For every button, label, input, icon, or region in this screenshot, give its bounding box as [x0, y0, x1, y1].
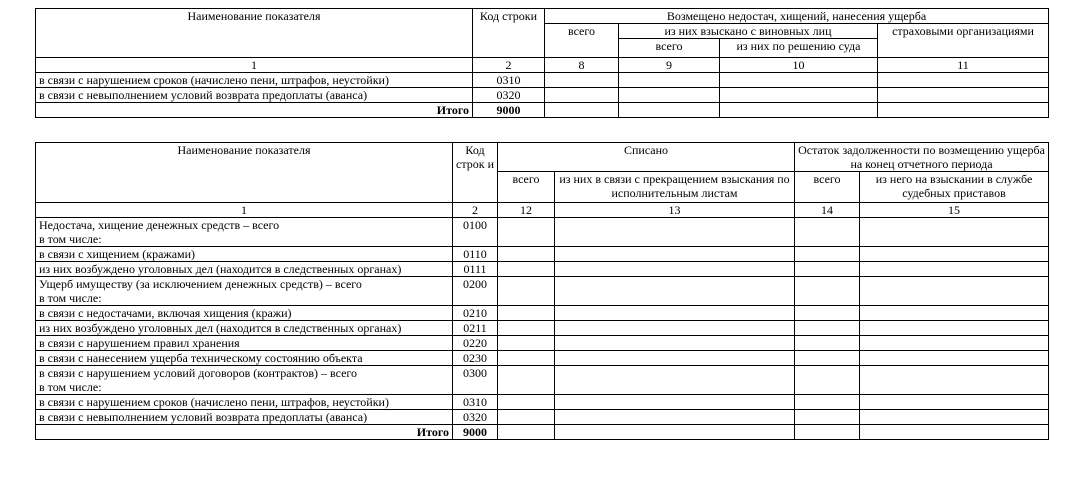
- data-cell[interactable]: [498, 395, 555, 410]
- header-wo-total: всего: [498, 172, 555, 203]
- header-balance: Остаток задолженности по возмещению ущерба на конец отчетного периода: [795, 143, 1049, 172]
- data-cell[interactable]: [498, 351, 555, 366]
- table-row: [36, 218, 1049, 247]
- data-cell[interactable]: [860, 410, 1049, 425]
- table-written-off: [35, 142, 1049, 440]
- data-cell[interactable]: [860, 425, 1049, 440]
- row-label: в связи с нарушением правил хранения: [36, 336, 453, 351]
- row-code: 0320: [473, 88, 545, 103]
- row-label: в связи с нарушением сроков (начислено пени, штрафов, неустойки): [36, 73, 473, 88]
- col-number: 9: [619, 58, 720, 73]
- row-label: [36, 366, 453, 395]
- data-cell[interactable]: [860, 336, 1049, 351]
- data-cell[interactable]: [860, 218, 1049, 247]
- data-cell[interactable]: [555, 425, 795, 440]
- total-row: [36, 103, 1049, 118]
- data-cell[interactable]: [720, 88, 878, 103]
- total-code: 9000: [453, 425, 498, 440]
- table-row: [36, 366, 1049, 395]
- row-label: в связи с хищением (кражами): [36, 247, 453, 262]
- data-cell[interactable]: [860, 351, 1049, 366]
- data-cell[interactable]: [795, 351, 860, 366]
- data-cell[interactable]: [795, 336, 860, 351]
- total-label: Итого: [36, 103, 473, 118]
- table-row: [36, 336, 1049, 351]
- col-number: 12: [498, 203, 555, 218]
- col-number: 15: [860, 203, 1049, 218]
- table-row: [36, 351, 1049, 366]
- col-number: 1: [36, 203, 453, 218]
- data-cell[interactable]: [795, 277, 860, 306]
- header-code: Код строки: [473, 9, 545, 58]
- table-row: [36, 306, 1049, 321]
- data-cell[interactable]: [860, 247, 1049, 262]
- data-cell[interactable]: [619, 103, 720, 118]
- col-number: 13: [555, 203, 795, 218]
- data-cell[interactable]: [878, 88, 1049, 103]
- data-cell[interactable]: [878, 103, 1049, 118]
- row-code: 0220: [453, 336, 498, 351]
- header-written-off: Списано: [498, 143, 795, 172]
- row-label: [36, 277, 453, 306]
- data-cell[interactable]: [860, 366, 1049, 395]
- row-sub-text: в том числе:: [39, 232, 102, 246]
- header-bal-total: всего: [795, 172, 860, 203]
- data-cell[interactable]: [860, 277, 1049, 306]
- data-cell[interactable]: [720, 103, 878, 118]
- data-cell[interactable]: [545, 103, 619, 118]
- col-number: 1: [36, 58, 473, 73]
- row-code: 0111: [453, 262, 498, 277]
- header-insurance: страховыми организациями: [878, 24, 1049, 58]
- row-label: в связи с невыполнением условий возврата предоплаты (аванса): [36, 410, 453, 425]
- data-cell[interactable]: [860, 262, 1049, 277]
- data-cell[interactable]: [545, 73, 619, 88]
- col-number: 14: [795, 203, 860, 218]
- row-code: 0320: [453, 410, 498, 425]
- row-label: в связи с невыполнением условий возврата предоплаты (аванса): [36, 88, 473, 103]
- col-number: 8: [545, 58, 619, 73]
- row-label: из них возбуждено уголовных дел (находится в следственных органах): [36, 262, 453, 277]
- data-cell[interactable]: [795, 321, 860, 336]
- data-cell[interactable]: [878, 73, 1049, 88]
- data-cell[interactable]: [498, 425, 555, 440]
- data-cell[interactable]: [795, 306, 860, 321]
- header-name: Наименование показателя: [36, 9, 473, 58]
- row-label: в связи с нарушением сроков (начислено пени, штрафов, неустойки): [36, 395, 453, 410]
- row-code: 0310: [473, 73, 545, 88]
- table-row: [36, 277, 1049, 306]
- header-wo-stopped: из них в связи с прекращением взыскания по исполнительным листам: [555, 172, 795, 203]
- total-label: Итого: [36, 425, 453, 440]
- data-cell[interactable]: [795, 262, 860, 277]
- col-number: 2: [473, 58, 545, 73]
- row-label-text: Недостача, хищение денежных средств – всего: [39, 218, 280, 232]
- header-total: всего: [545, 24, 619, 58]
- row-sub-text: в том числе:: [39, 380, 102, 394]
- col-number: 11: [878, 58, 1049, 73]
- table-row: [36, 395, 1049, 410]
- data-cell[interactable]: [860, 321, 1049, 336]
- data-cell[interactable]: [498, 277, 555, 306]
- col-number: 2: [453, 203, 498, 218]
- header-from-guilty-total: всего: [619, 39, 720, 58]
- data-cell[interactable]: [720, 73, 878, 88]
- data-cell[interactable]: [498, 321, 555, 336]
- row-label: из них возбуждено уголовных дел (находится в следственных органах): [36, 321, 453, 336]
- data-cell[interactable]: [619, 88, 720, 103]
- data-cell[interactable]: [555, 395, 795, 410]
- data-cell[interactable]: [860, 306, 1049, 321]
- header-name: Наименование показателя: [36, 143, 453, 203]
- header-court: из них по решению суда: [720, 39, 878, 58]
- table-row: [36, 410, 1049, 425]
- table-row: [36, 73, 1049, 88]
- data-cell[interactable]: [555, 306, 795, 321]
- row-label: в связи с нанесением ущерба техническому состоянию объекта: [36, 351, 453, 366]
- data-cell[interactable]: [498, 410, 555, 425]
- row-code: 0200: [453, 277, 498, 306]
- data-cell[interactable]: [555, 277, 795, 306]
- row-label: [36, 218, 453, 247]
- row-code: 0100: [453, 218, 498, 247]
- data-cell[interactable]: [555, 366, 795, 395]
- data-cell[interactable]: [555, 321, 795, 336]
- data-cell[interactable]: [555, 218, 795, 247]
- data-cell[interactable]: [795, 395, 860, 410]
- table-reimbursed: [35, 8, 1049, 118]
- table-row: [36, 88, 1049, 103]
- row-code: 0210: [453, 306, 498, 321]
- total-code: 9000: [473, 103, 545, 118]
- data-cell[interactable]: [555, 351, 795, 366]
- header-bal-bailiffs: из него на взыскании в службе судебных приставов: [860, 172, 1049, 203]
- data-cell[interactable]: [860, 395, 1049, 410]
- row-label-text: Ущерб имуществу (за исключением денежных средств) – всего: [39, 277, 362, 291]
- table-row: [36, 247, 1049, 262]
- header-from-guilty: из них взыскано с виновных лиц: [619, 24, 878, 39]
- data-cell[interactable]: [498, 247, 555, 262]
- data-cell[interactable]: [498, 262, 555, 277]
- row-label-text: в связи с нарушением условий договоров (контрактов) – всего: [39, 366, 358, 380]
- header-code: Код строк и: [453, 143, 498, 203]
- data-cell[interactable]: [619, 73, 720, 88]
- data-cell[interactable]: [795, 410, 860, 425]
- row-code: 0110: [453, 247, 498, 262]
- data-cell[interactable]: [795, 425, 860, 440]
- data-cell[interactable]: [498, 306, 555, 321]
- table-row: [36, 321, 1049, 336]
- row-code: 0310: [453, 395, 498, 410]
- data-cell[interactable]: [498, 366, 555, 395]
- data-cell[interactable]: [555, 410, 795, 425]
- row-code: 0211: [453, 321, 498, 336]
- data-cell[interactable]: [555, 336, 795, 351]
- data-cell[interactable]: [545, 88, 619, 103]
- data-cell[interactable]: [498, 336, 555, 351]
- header-reimbursed: Возмещено недостач, хищений, нанесения ущерба: [545, 9, 1049, 24]
- col-number: 10: [720, 58, 878, 73]
- row-code: 0300: [453, 366, 498, 395]
- data-cell[interactable]: [795, 247, 860, 262]
- table-row: [36, 262, 1049, 277]
- data-cell[interactable]: [795, 366, 860, 395]
- row-code: 0230: [453, 351, 498, 366]
- data-cell[interactable]: [795, 218, 860, 247]
- data-cell[interactable]: [498, 218, 555, 247]
- data-cell[interactable]: [555, 247, 795, 262]
- row-label: в связи с недостачами, включая хищения (кражи): [36, 306, 453, 321]
- data-cell[interactable]: [555, 262, 795, 277]
- row-sub-text: в том числе:: [39, 291, 102, 305]
- total-row: [36, 425, 1049, 440]
